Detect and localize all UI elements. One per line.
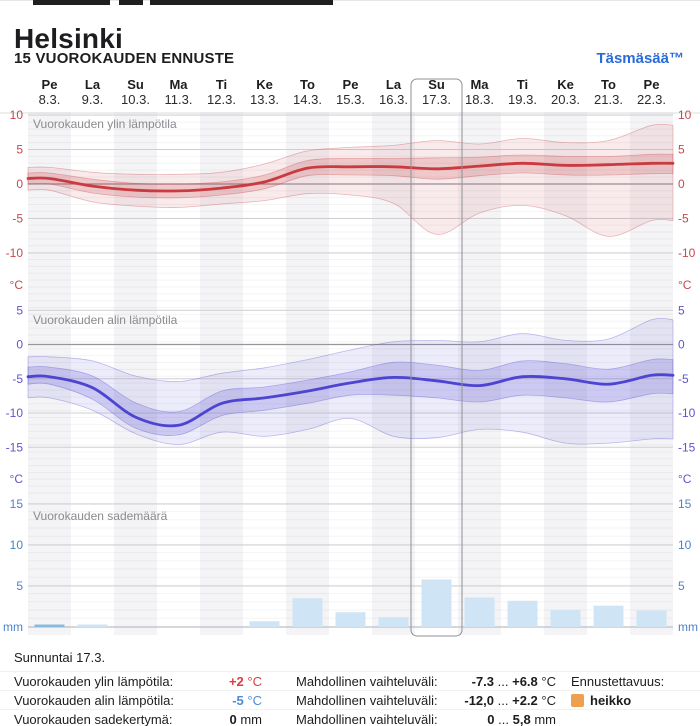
svg-text:10: 10	[9, 538, 23, 552]
range-low: -12,0	[464, 693, 495, 708]
precip-range-bar	[336, 612, 366, 627]
svg-text:0: 0	[16, 177, 23, 191]
range-high: +2.2	[512, 693, 538, 708]
min-temp-number: -5	[232, 693, 244, 708]
min-temp-range	[398, 693, 556, 708]
day-date: 12.3.	[207, 91, 236, 107]
svg-text:Vuorokauden sademäärä: Vuorokauden sademäärä	[33, 509, 168, 523]
svg-text:5: 5	[678, 303, 685, 318]
day-name: Su	[428, 77, 445, 92]
range-separator: ...	[498, 712, 509, 726]
max-temp-value	[170, 674, 262, 689]
max-temp-label: Vuorokauden ylin lämpötila:	[14, 674, 174, 689]
day-date: 18.3.	[465, 91, 494, 107]
precip-range-bar	[508, 601, 538, 627]
summary-row-max-temp	[0, 671, 700, 691]
svg-text:15: 15	[678, 497, 692, 511]
precip-range-bar	[250, 621, 280, 627]
day-name: Su	[127, 77, 144, 92]
forecast-heading: 15 VUOROKAUDEN ENNUSTE	[14, 50, 235, 67]
range-unit: °C	[541, 693, 556, 708]
svg-text:-5: -5	[12, 371, 23, 386]
range-label: Mahdollinen vaihteluväli:	[296, 712, 438, 726]
svg-text:Vuorokauden alin lämpötila: Vuorokauden alin lämpötila	[33, 313, 178, 327]
summary-heading: Sunnuntai 17.3.	[14, 650, 106, 665]
predictability-label: Ennustettavuus:	[571, 674, 665, 689]
svg-text:0: 0	[16, 337, 23, 352]
svg-text:5: 5	[16, 579, 23, 593]
day-date: 14.3.	[293, 91, 322, 107]
svg-text:mm: mm	[678, 620, 698, 634]
page-title: Helsinki	[14, 22, 123, 54]
day-name: Pe	[643, 77, 660, 92]
svg-text:5: 5	[678, 579, 685, 593]
day-name: Ma	[169, 77, 188, 92]
max-temp-unit: °C	[247, 674, 262, 689]
svg-text:°C: °C	[678, 278, 692, 292]
range-unit: °C	[541, 674, 556, 689]
day-date: 15.3.	[336, 91, 365, 107]
day-name: Pe	[342, 77, 359, 92]
svg-text:Vuorokauden ylin lämpötila: Vuorokauden ylin lämpötila	[33, 117, 177, 131]
svg-text:-10: -10	[678, 246, 696, 260]
day-date: 17.3.	[422, 91, 451, 107]
precip-range	[398, 712, 556, 726]
summary-row-precipitation	[0, 709, 700, 726]
svg-text:10: 10	[678, 108, 692, 122]
summary-row-min-temp	[0, 690, 700, 710]
day-name: To	[601, 77, 616, 92]
precip-label: Vuorokauden sadekertymä:	[14, 712, 173, 726]
day-date: 9.3.	[81, 91, 104, 107]
predictability-color-swatch	[571, 694, 584, 707]
svg-text:-10: -10	[678, 406, 696, 420]
svg-text:°C: °C	[678, 472, 692, 486]
day-date: 21.3.	[594, 91, 623, 107]
day-name: Pe	[41, 77, 58, 92]
precip-range-bar	[78, 625, 108, 627]
svg-text:-10: -10	[5, 246, 23, 260]
day-date: 16.3.	[379, 91, 408, 107]
range-label: Mahdollinen vaihteluväli:	[296, 693, 438, 708]
precip-value-bar	[35, 625, 65, 627]
precip-range-bar	[379, 617, 409, 627]
precip-range-bar	[293, 598, 323, 627]
precip-range-bar	[594, 606, 624, 627]
svg-text:-5: -5	[678, 211, 689, 226]
precip-number: 0	[229, 712, 237, 726]
svg-text:-5: -5	[12, 211, 23, 226]
svg-text:0: 0	[678, 177, 685, 191]
day-name: To	[300, 77, 315, 92]
svg-text:mm: mm	[3, 620, 23, 634]
day-date: 10.3.	[121, 91, 150, 107]
day-date: 11.3.	[164, 91, 193, 107]
tasmasaa-link[interactable]: Täsmäsää™	[596, 50, 684, 67]
min-temp-label: Vuorokauden alin lämpötila:	[14, 693, 174, 708]
precip-value	[170, 712, 262, 726]
svg-text:10: 10	[678, 538, 692, 552]
day-date: 20.3.	[551, 91, 580, 107]
svg-text:15: 15	[9, 497, 23, 511]
min-temp-value	[170, 693, 262, 708]
predictability-value: heikko	[590, 693, 632, 708]
range-separator: ...	[497, 674, 509, 689]
max-temp-number: +2	[228, 674, 244, 689]
day-name: Ti	[516, 77, 529, 92]
svg-text:-10: -10	[5, 406, 23, 420]
day-date: 22.3.	[637, 91, 666, 107]
svg-text:°C: °C	[9, 472, 23, 486]
day-name: Ma	[470, 77, 489, 92]
precip-range-bar	[465, 597, 495, 627]
range-separator: ...	[497, 693, 509, 708]
precip-unit: mm	[240, 712, 262, 726]
svg-text:-15: -15	[678, 440, 696, 455]
max-temp-range	[398, 674, 556, 689]
day-name: Ke	[557, 77, 574, 92]
svg-text:-5: -5	[678, 371, 689, 386]
svg-text:5: 5	[678, 142, 685, 157]
svg-text:5: 5	[16, 142, 23, 157]
range-unit: mm	[534, 712, 556, 726]
precip-range-bar	[551, 610, 581, 627]
svg-text:10: 10	[9, 108, 23, 122]
range-label: Mahdollinen vaihteluväli:	[296, 674, 438, 689]
day-name: La	[84, 77, 101, 92]
day-date: 13.3.	[250, 91, 279, 107]
day-date: 8.3.	[38, 91, 61, 107]
range-low: 0	[487, 712, 495, 726]
day-date: 19.3.	[508, 91, 537, 107]
svg-text:-15: -15	[5, 440, 23, 455]
svg-text:0: 0	[678, 337, 685, 352]
predictability-indicator	[571, 693, 631, 708]
day-name: Ke	[256, 77, 273, 92]
svg-text:°C: °C	[9, 278, 23, 292]
range-high: +6.8	[512, 674, 538, 689]
svg-text:5: 5	[16, 303, 23, 318]
day-name: Ti	[215, 77, 228, 92]
day-name: La	[385, 77, 402, 92]
precip-range-bar	[422, 579, 452, 627]
min-temp-unit: °C	[247, 693, 262, 708]
range-low: -7.3	[471, 674, 495, 689]
precip-range-bar	[637, 611, 667, 627]
range-high: 5,8	[512, 712, 531, 726]
